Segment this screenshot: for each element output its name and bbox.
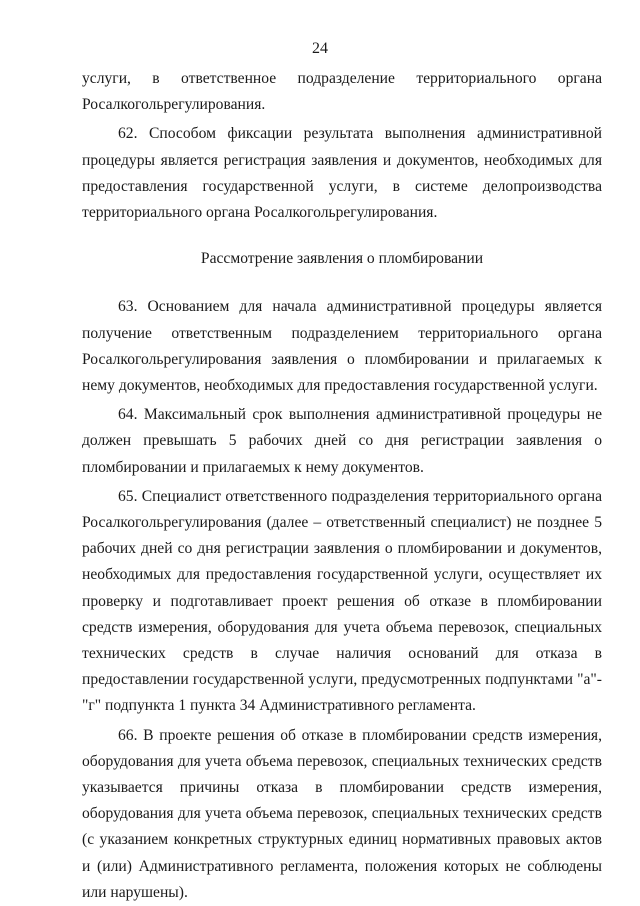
page-number: 24 xyxy=(312,40,328,57)
paragraph-65: 65. Специалист ответственного подразделения территориального органа Росалкогольрегулирования (далее – ответственный специалист) не позднее 5 рабочих дней со дня регистрации заявления о пломбировании и документов, необходимых для предоставления государственной услуги, осуществляет их проверку и подготавливает проект решения об отказе в пломбировании средств измерения, оборудования для учета объема перевозок, специальных технических средств в случае наличия оснований для отказа в предоставлении государственной услуги, предусмотренных подпунктами "а"-"г" подпункта 1 пункта 34 Административного регламента. xyxy=(82,487,602,715)
paragraph-64: 64. Максимальный срок выполнения административной процедуры не должен превышать 5 рабочих дней со дня регистрации заявления о пломбировании и прилагаемых к нему документов. xyxy=(82,406,602,476)
section-heading: Рассмотрение заявления о пломбировании xyxy=(200,250,484,268)
paragraph-continuation: услуги, в ответственное подразделение территориального органа Росалкогольрегулирования. xyxy=(82,70,602,114)
document-body xyxy=(82,66,602,906)
paragraph-66: 66. В проекте решения об отказе в пломбировании средств измерения, оборудования для учета объема перевозок, специальных технических средств указывается причины отказа в пломбировании средств измерения, оборудования для учета объема перевозок, специальных технических средств (с указанием конкретных структурных единиц нормативных правовых актов и (или) Административного регламента, положения которых не соблюдены или нарушены). xyxy=(82,726,602,901)
paragraph-62: 62. Способом фиксации результата выполнения административной процедуры является регистрация заявления и документов, необходимых для предоставления государственной услуги, в системе делопроизводства территориального органа Росалкогольрегулирования. xyxy=(82,125,602,222)
paragraph-63: 63. Основанием для начала административной процедуры является получение ответственным подразделением территориального органа Росалкогольрегулирования заявления о пломбировании и прилагаемых к нему документов, необходимых для предоставления государственной услуги. xyxy=(82,298,602,395)
